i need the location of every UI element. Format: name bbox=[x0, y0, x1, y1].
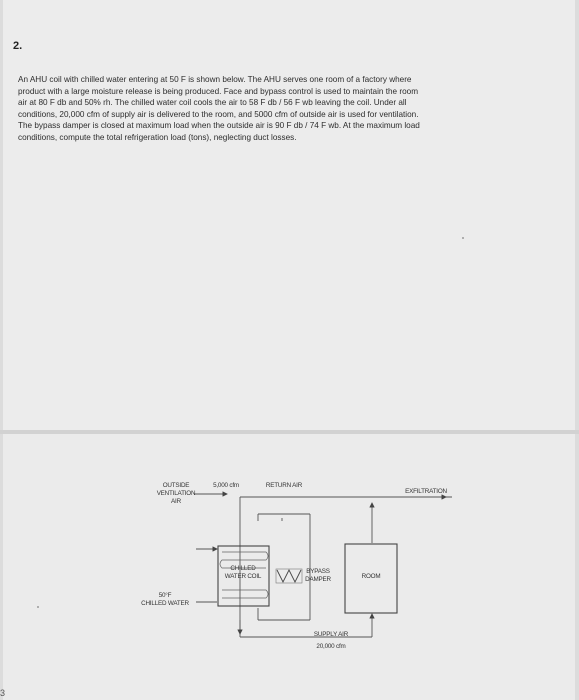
supply-air-label: SUPPLY AIR bbox=[313, 631, 349, 638]
problem-line: air at 80 F db and 50% rh. The chilled water coil cools the air to 58 F db / 56 F wb leaving the coil. Under all bbox=[18, 98, 407, 108]
outside-air-label: OUTSIDE bbox=[162, 482, 190, 489]
outside-air-label: VENTILATION bbox=[156, 490, 196, 497]
bypass-label: DAMPER bbox=[305, 576, 331, 583]
bypass-label: BYPASS bbox=[306, 568, 330, 575]
return-air-label: RETURN AIR bbox=[265, 482, 303, 489]
problem-line: conditions, compute the total refrigeration load (tons), neglecting duct losses. bbox=[18, 132, 297, 142]
supply-cfm-label: 20,000 cfm bbox=[316, 643, 346, 650]
corner-mark: 3 bbox=[0, 688, 6, 698]
room-label: ROOM bbox=[361, 573, 381, 580]
exfiltration-label: EXFILTRATION bbox=[405, 488, 447, 495]
coil-label: CHILLED bbox=[230, 565, 256, 572]
coil-serpentine-icon bbox=[222, 590, 268, 598]
problem-line: conditions, 20,000 cfm of supply air is delivered to the room, and 5000 cfm of outside air is used for ventilation. bbox=[18, 109, 419, 119]
bypass-damper-icon bbox=[277, 570, 301, 582]
chilled-water-label: 50°F bbox=[158, 592, 172, 599]
outside-cfm-label: 5,000 cfm bbox=[213, 482, 239, 489]
coil-label: WATER COIL bbox=[224, 573, 262, 580]
question-number: 2. bbox=[13, 40, 23, 52]
chilled-water-label: CHILLED WATER bbox=[141, 600, 189, 607]
problem-line: An AHU coil with chilled water entering at 50 F is shown below. The AHU serves one room of a factory where bbox=[18, 75, 412, 84]
problem-line: The bypass damper is closed at maximum load when the outside air is 90 F db / 74 F wb. At the maximum load bbox=[18, 121, 420, 131]
outside-air-label: AIR bbox=[171, 498, 181, 505]
problem-line: product with a large moisture release is being produced. Face and bypass control is used to maintain the room bbox=[18, 86, 419, 96]
